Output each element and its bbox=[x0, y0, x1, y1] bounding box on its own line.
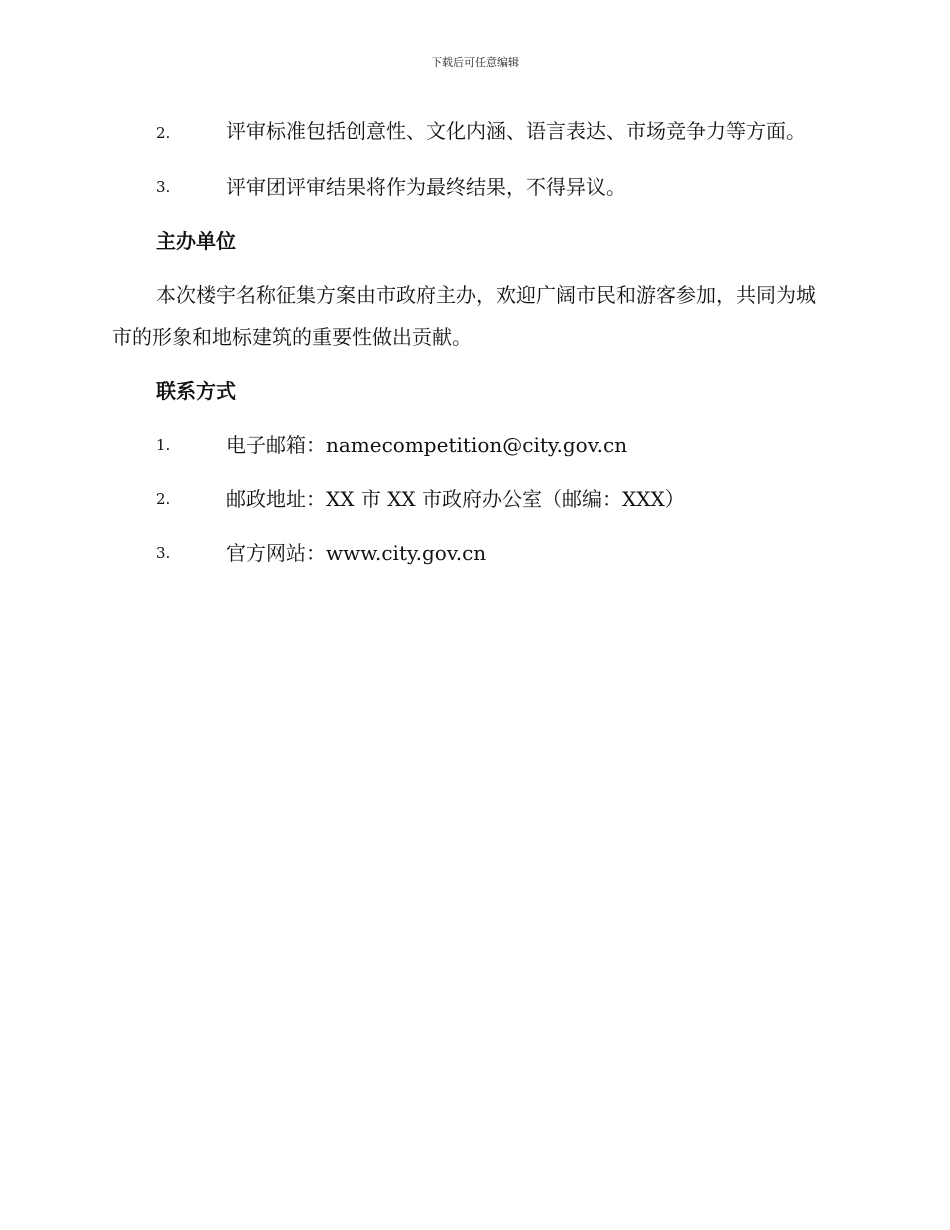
contact-item-number: 1. bbox=[156, 436, 171, 454]
contact-item-text: 邮政地址：XX 市 XX 市政府办公室（邮编：XXX） bbox=[226, 487, 685, 511]
review-item-number: 3. bbox=[156, 178, 171, 196]
review-item bbox=[112, 110, 832, 154]
review-item-text: 评审标准包括创意性、文化内涵、语言表达、市场竞争力等方面。 bbox=[226, 119, 806, 143]
contact-heading: 联系方式 bbox=[156, 379, 236, 403]
review-item-text: 评审团评审结果将作为最终结果，不得异议。 bbox=[226, 175, 626, 199]
organizer-heading: 主办单位 bbox=[156, 229, 236, 253]
contact-item-number: 3. bbox=[156, 544, 171, 562]
contact-item-number: 2. bbox=[156, 490, 171, 508]
contact-item-address bbox=[112, 478, 832, 520]
review-item bbox=[112, 166, 832, 208]
header-note: 下载后可任意编辑 bbox=[431, 56, 519, 69]
contact-item-email bbox=[112, 424, 832, 466]
document-body bbox=[112, 110, 832, 586]
contact-item-text: 电子邮箱：namecompetition@city.gov.cn bbox=[226, 433, 628, 457]
contact-item-website bbox=[112, 532, 832, 574]
review-item-number: 2. bbox=[156, 124, 171, 142]
contact-item-text: 官方网站：www.city.gov.cn bbox=[226, 541, 487, 565]
organizer-paragraph: 本次楼宇名称征集方案由市政府主办，欢迎广阔市民和游客参加，共同为城市的形象和地标建筑的重要性做出贡献。 bbox=[112, 283, 816, 349]
